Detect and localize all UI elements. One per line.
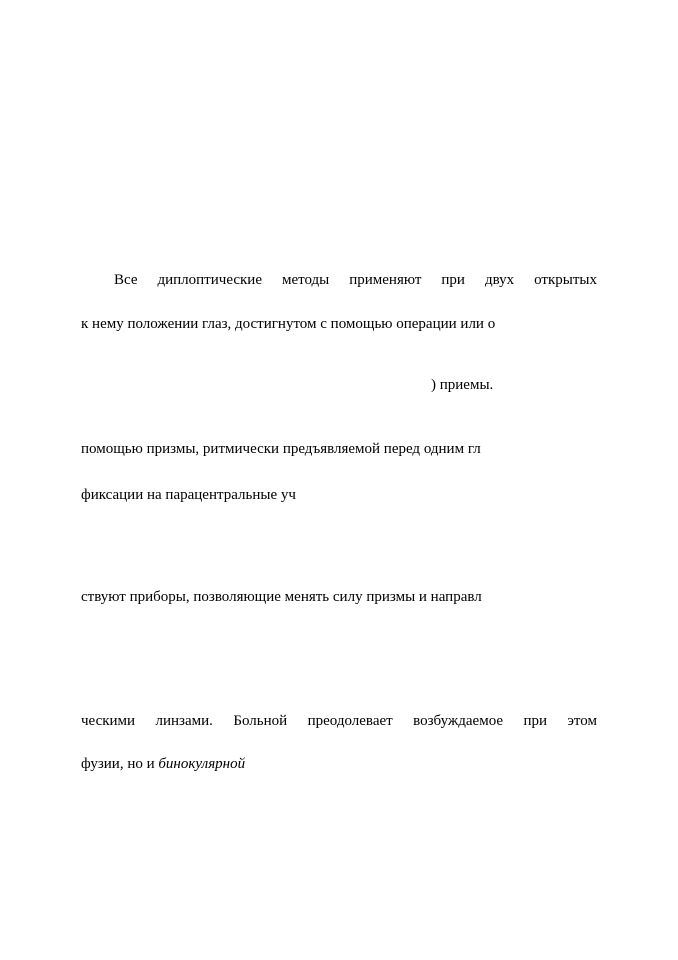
text-line-8-plain: фузии, но и bbox=[81, 756, 159, 772]
text-line-2: к нему положении глаз, достигнутом с помощью операции или о bbox=[81, 316, 496, 332]
text-line-1: Все диплоптические методы применяют при двух открытых bbox=[114, 272, 597, 288]
text-line-7: ческими линзами. Больной преодолевает возбуждаемое при этом bbox=[81, 713, 597, 729]
text-line-8-italic: бинокулярной bbox=[158, 756, 246, 772]
text-line-5: фиксации на парацентральные уч bbox=[81, 487, 296, 503]
text-line-4: помощью призмы, ритмически предъявляемой перед одним гл bbox=[81, 441, 481, 457]
text-line-8 bbox=[81, 755, 245, 773]
text-line-6: ствуют приборы, позволяющие менять силу призмы и направл bbox=[81, 589, 482, 605]
text-line-3: ) приемы. bbox=[431, 377, 494, 393]
